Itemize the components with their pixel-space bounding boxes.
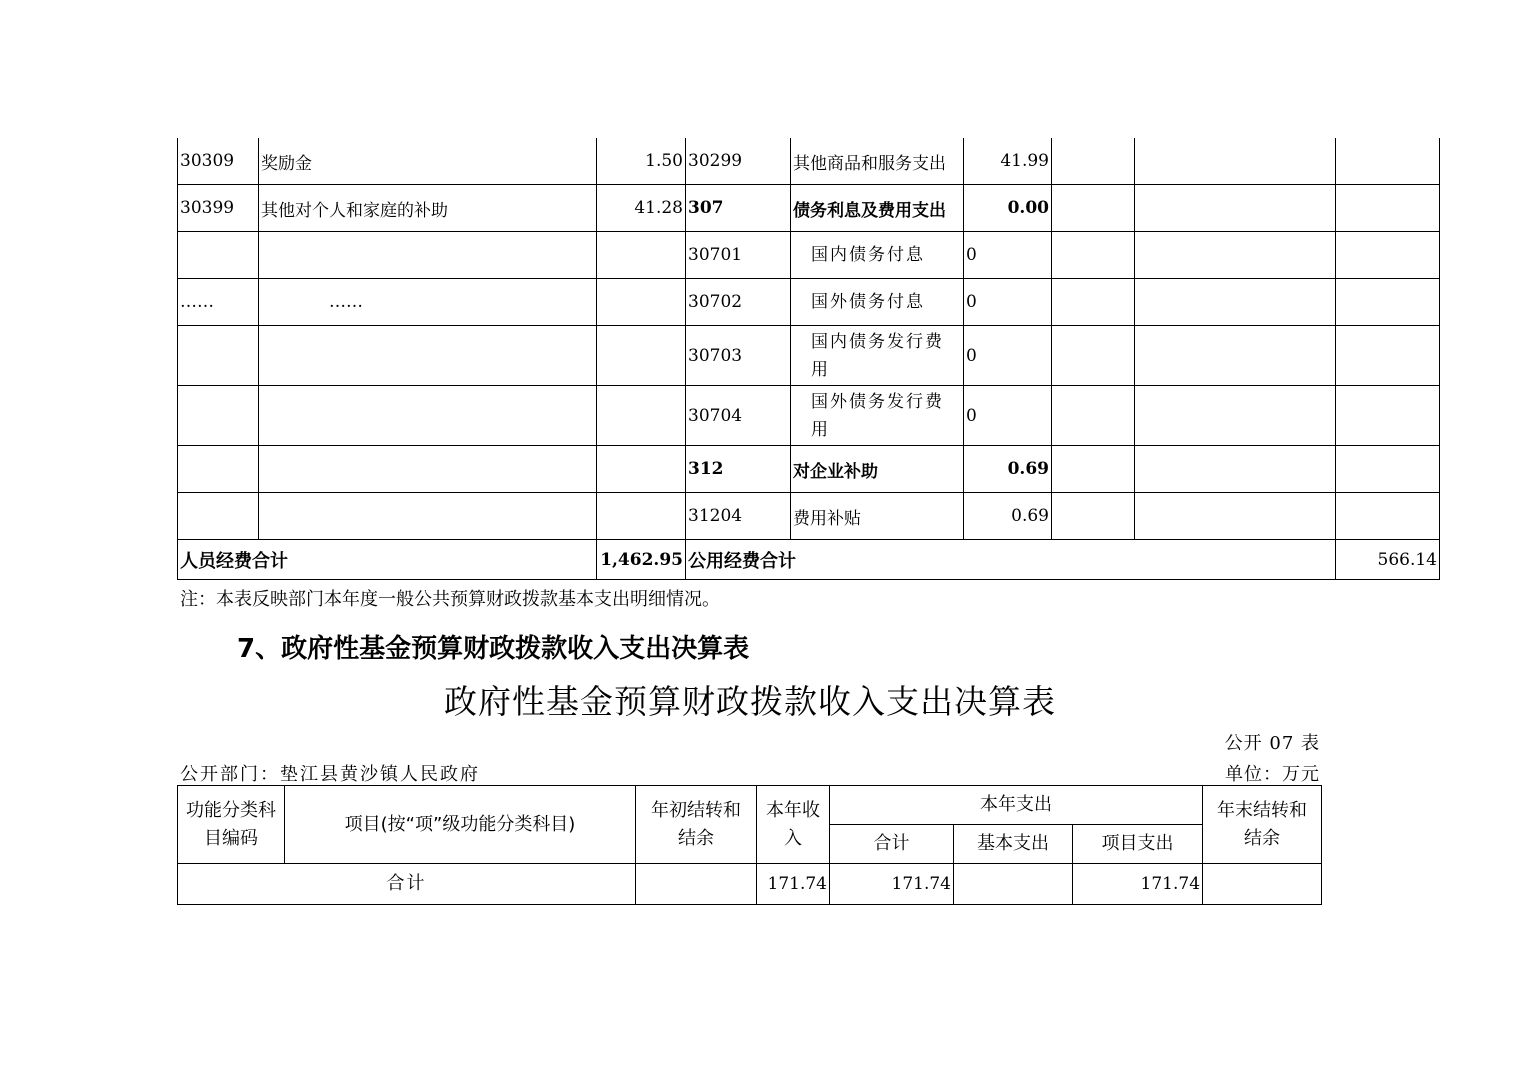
empty-cell <box>1052 232 1135 279</box>
amount-cell: 0.69 <box>964 446 1052 493</box>
government-fund-table <box>177 785 1322 905</box>
name-cell: 其他商品和服务支出 <box>791 138 964 185</box>
empty-cell <box>1135 232 1336 279</box>
name-cell <box>259 232 597 279</box>
empty-cell <box>1336 185 1440 232</box>
name-cell: 其他对个人和家庭的补助 <box>259 185 597 232</box>
code-cell: 307 <box>686 185 791 232</box>
empty-cell <box>1336 493 1440 540</box>
amount-cell: 41.99 <box>964 138 1052 185</box>
name-cell: 国内债务发行费用 <box>791 326 964 386</box>
amount-cell <box>597 326 686 386</box>
code-cell <box>178 326 259 386</box>
amount-cell: 41.28 <box>597 185 686 232</box>
department-label: 公开部门：垫江县黄沙镇人民政府 <box>180 764 480 785</box>
total-row <box>178 864 1322 905</box>
empty-cell <box>1135 493 1336 540</box>
code-cell: …… <box>178 279 259 326</box>
empty-cell <box>1336 279 1440 326</box>
empty-cell <box>1052 446 1135 493</box>
code-cell: 30399 <box>178 185 259 232</box>
table-row <box>178 185 1440 232</box>
header-income: 本年收入 <box>757 786 830 864</box>
name-cell <box>259 386 597 446</box>
amount-cell <box>597 446 686 493</box>
header-begin-balance: 年初结转和结余 <box>636 786 757 864</box>
code-cell: 312 <box>686 446 791 493</box>
amount-cell: 0.00 <box>964 185 1052 232</box>
empty-cell <box>1052 493 1135 540</box>
public-total-label: 公用经费合计 <box>686 540 1336 580</box>
code-cell <box>178 232 259 279</box>
amount-cell: 0 <box>964 326 1052 386</box>
table-row <box>178 279 1440 326</box>
name-cell <box>259 446 597 493</box>
code-cell <box>178 446 259 493</box>
amount-cell <box>597 232 686 279</box>
code-cell: 30299 <box>686 138 791 185</box>
table-row <box>178 232 1440 279</box>
name-cell <box>259 326 597 386</box>
amount-cell: 1.50 <box>597 138 686 185</box>
empty-cell <box>1052 279 1135 326</box>
name-cell: 费用补贴 <box>791 493 964 540</box>
name-cell: 奖励金 <box>259 138 597 185</box>
basic-expenditure-detail-table <box>177 138 1440 580</box>
table-row <box>178 493 1440 540</box>
total-project: 171.74 <box>1073 864 1203 905</box>
amount-cell: 0 <box>964 232 1052 279</box>
empty-cell <box>1135 386 1336 446</box>
total-basic <box>954 864 1073 905</box>
empty-cell <box>1135 326 1336 386</box>
empty-cell <box>1052 386 1135 446</box>
section-heading: 7、政府性基金预算财政拨款收入支出决算表 <box>237 634 750 664</box>
code-cell: 30704 <box>686 386 791 446</box>
total-label: 合计 <box>178 864 636 905</box>
table-row <box>178 446 1440 493</box>
total-row <box>178 540 1440 580</box>
form-number: 公开 07 表 <box>1224 733 1320 754</box>
code-cell: 30702 <box>686 279 791 326</box>
empty-cell <box>1135 446 1336 493</box>
amount-cell: 0 <box>964 386 1052 446</box>
header-expense: 本年支出 <box>830 786 1203 825</box>
name-cell: 国外债务发行费用 <box>791 386 964 446</box>
code-cell: 30309 <box>178 138 259 185</box>
empty-cell <box>1135 185 1336 232</box>
amount-cell <box>597 493 686 540</box>
total-expense: 171.74 <box>830 864 954 905</box>
empty-cell <box>1336 232 1440 279</box>
code-cell: 30703 <box>686 326 791 386</box>
amount-cell <box>597 386 686 446</box>
name-cell: 国内债务付息 <box>791 232 964 279</box>
empty-cell <box>1135 138 1336 185</box>
total-end <box>1203 864 1322 905</box>
name-cell: 国外债务付息 <box>791 279 964 326</box>
code-cell: 31204 <box>686 493 791 540</box>
table-row <box>178 138 1440 185</box>
public-total-amount: 566.14 <box>1336 540 1440 580</box>
personnel-total-amount: 1,462.95 <box>597 540 686 580</box>
header-end-balance: 年末结转和结余 <box>1203 786 1322 864</box>
header-expense-total: 合计 <box>830 825 954 864</box>
table-row <box>178 326 1440 386</box>
empty-cell <box>1336 446 1440 493</box>
table-title: 政府性基金预算财政拨款收入支出决算表 <box>444 682 1056 721</box>
empty-cell <box>1052 138 1135 185</box>
table-row <box>178 386 1440 446</box>
name-cell: 债务利息及费用支出 <box>791 185 964 232</box>
name-cell: 对企业补助 <box>791 446 964 493</box>
empty-cell <box>1336 138 1440 185</box>
name-cell <box>259 493 597 540</box>
header-item: 项目(按“项”级功能分类科目) <box>285 786 636 864</box>
code-cell: 30701 <box>686 232 791 279</box>
header-code: 功能分类科目编码 <box>178 786 285 864</box>
empty-cell <box>1052 185 1135 232</box>
table-note: 注：本表反映部门本年度一般公共预算财政拨款基本支出明细情况。 <box>180 589 720 610</box>
empty-cell <box>1336 386 1440 446</box>
header-expense-basic: 基本支出 <box>954 825 1073 864</box>
header-expense-project: 项目支出 <box>1073 825 1203 864</box>
header-row <box>178 786 1322 825</box>
amount-cell: 0 <box>964 279 1052 326</box>
name-cell: …… <box>259 279 597 326</box>
personnel-total-label: 人员经费合计 <box>178 540 597 580</box>
empty-cell <box>1336 326 1440 386</box>
code-cell <box>178 493 259 540</box>
amount-cell: 0.69 <box>964 493 1052 540</box>
total-income: 171.74 <box>757 864 830 905</box>
empty-cell <box>1052 326 1135 386</box>
amount-cell <box>597 279 686 326</box>
code-cell <box>178 386 259 446</box>
empty-cell <box>1135 279 1336 326</box>
total-begin <box>636 864 757 905</box>
unit-label: 单位：万元 <box>1225 764 1320 785</box>
